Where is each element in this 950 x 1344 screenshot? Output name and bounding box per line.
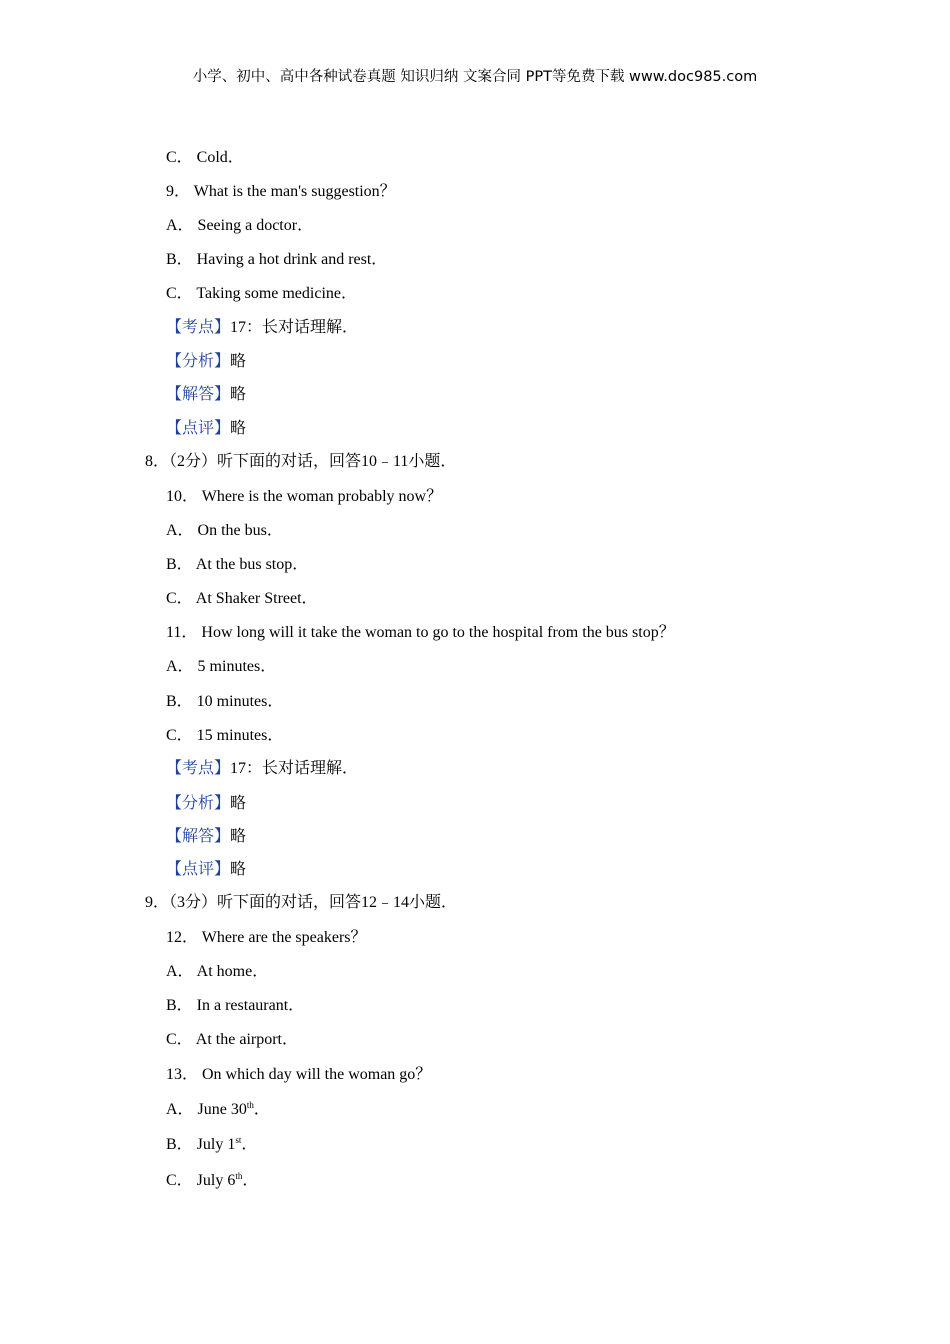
kaodian-text: 17：长对话理解． xyxy=(230,319,359,336)
dianping-line xyxy=(166,860,246,880)
option-c: C． Taking some medicine． xyxy=(166,285,358,302)
option-a: A． On the bus． xyxy=(166,522,283,539)
question-9: 9． What is the man's suggestion？ xyxy=(166,183,396,200)
option-b xyxy=(166,1135,257,1155)
option-c: C． 15 minutes． xyxy=(166,727,284,744)
option-c xyxy=(166,1171,258,1191)
option-a: A． At home． xyxy=(166,963,269,980)
option-a: A． Seeing a doctor． xyxy=(166,217,314,234)
jieda-line xyxy=(166,385,246,405)
fenxi-text: 略 xyxy=(230,353,247,370)
period: ． xyxy=(241,1136,258,1153)
option-a xyxy=(166,1100,270,1120)
dianping-text: 略 xyxy=(230,861,247,878)
page-header: 小学、初中、高中各种试卷真题 知识归纳 文案合同 PPT等免费下载 www.doc985.com xyxy=(192,69,758,85)
dianping-tag: 【点评】 xyxy=(166,420,231,437)
question-10: 10． Where is the woman probably now？ xyxy=(166,488,443,505)
ordinal-suffix: th xyxy=(246,1100,254,1110)
dianping-tag: 【点评】 xyxy=(166,861,231,878)
option-b: B． In a restaurant． xyxy=(166,997,305,1014)
kaodian-line xyxy=(166,318,358,338)
option-c-text: C． July 6 xyxy=(166,1172,236,1189)
kaodian-tag: 【考点】 xyxy=(166,760,231,777)
fenxi-tag: 【分析】 xyxy=(166,795,231,812)
option-c-cold: C． Cold． xyxy=(166,149,244,166)
dianping-text: 略 xyxy=(230,420,247,437)
kaodian-text: 17：长对话理解． xyxy=(230,760,359,777)
option-a: A． 5 minutes． xyxy=(166,658,277,675)
jieda-text: 略 xyxy=(230,386,247,403)
jieda-tag: 【解答】 xyxy=(166,828,231,845)
option-a-text: A． June 30 xyxy=(166,1101,247,1118)
ordinal-suffix: st xyxy=(235,1135,242,1145)
jieda-line xyxy=(166,827,246,847)
option-b: B． Having a hot drink and rest． xyxy=(166,251,388,268)
fenxi-text: 略 xyxy=(230,795,247,812)
fenxi-line xyxy=(166,352,246,372)
question-11: 11． How long will it take the woman to go to the hospital from the bus stop？ xyxy=(166,624,675,641)
option-c: C． At the airport． xyxy=(166,1031,298,1048)
question-12: 12． Where are the speakers？ xyxy=(166,929,367,946)
jieda-tag: 【解答】 xyxy=(166,386,231,403)
kaodian-tag: 【考点】 xyxy=(166,319,231,336)
option-b: B． 10 minutes． xyxy=(166,693,284,710)
ordinal-suffix: th xyxy=(235,1171,243,1181)
kaodian-line xyxy=(166,759,358,779)
dianping-line xyxy=(166,419,246,439)
option-b: B． At the bus stop． xyxy=(166,556,309,573)
fenxi-line xyxy=(166,794,246,814)
option-c: C． At Shaker Street． xyxy=(166,590,318,607)
section-8-heading: 8．（2分）听下面的对话，回答10﹣11小题． xyxy=(145,453,457,470)
question-13: 13． On which day will the woman go？ xyxy=(166,1066,432,1083)
jieda-text: 略 xyxy=(230,828,247,845)
option-b-text: B． July 1 xyxy=(166,1136,236,1153)
section-9-heading: 9．（3分）听下面的对话，回答12﹣14小题． xyxy=(145,894,458,911)
period: ． xyxy=(253,1101,270,1118)
period: ． xyxy=(242,1172,259,1189)
fenxi-tag: 【分析】 xyxy=(166,353,231,370)
